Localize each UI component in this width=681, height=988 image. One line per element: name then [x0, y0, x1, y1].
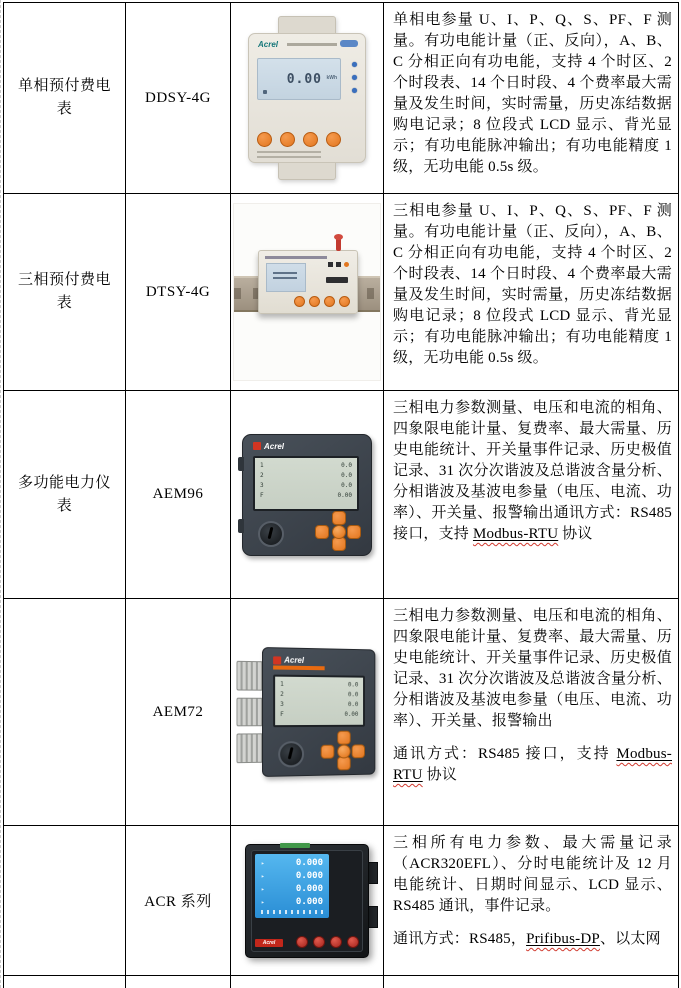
lcd-value: 0.000 — [295, 870, 323, 881]
din-mount-tab-top — [278, 16, 336, 34]
category-text: 单相预付费电表 — [17, 78, 111, 117]
logo-mark-icon — [273, 656, 281, 664]
category-cell — [4, 3, 126, 194]
down-key — [332, 537, 346, 551]
sim-slot — [326, 277, 348, 283]
led-indicators — [352, 62, 357, 93]
right-key — [347, 525, 361, 539]
lcd-value: 0.000 — [295, 857, 323, 868]
lcd-label: 1 — [279, 680, 284, 688]
round-button — [257, 132, 272, 147]
meter-body — [261, 647, 374, 777]
fine-print-bar — [265, 256, 327, 259]
underlined-term: Modbus-RTU — [393, 746, 672, 783]
spellcheck-underline — [473, 526, 558, 542]
product-image-cell — [231, 3, 384, 194]
lcd-tick-marks — [261, 910, 323, 914]
lcd-row — [261, 883, 323, 896]
mount-tab — [238, 519, 244, 533]
enter-key — [332, 525, 346, 539]
lcd-label: 2 — [279, 690, 284, 698]
description-cell — [384, 826, 679, 976]
model-cell — [126, 599, 231, 826]
lcd-row — [280, 690, 358, 700]
round-button — [326, 132, 341, 147]
category-cell — [4, 976, 126, 988]
category-cell — [4, 599, 126, 826]
lcd-value: 0.000 — [295, 883, 323, 894]
green-label — [280, 843, 310, 848]
description-paragraph — [393, 744, 672, 786]
round-button — [296, 936, 308, 948]
round-button — [347, 936, 359, 948]
model-text: DTSY-4G — [145, 283, 211, 300]
lcd-value: 0.000 — [295, 896, 323, 907]
lcd-row — [260, 481, 352, 491]
table-row — [4, 599, 679, 826]
ddsy-meter-illustration — [248, 16, 366, 180]
spellcheck-underline — [526, 931, 600, 947]
navigation-keys — [320, 731, 364, 771]
model-cell — [126, 391, 231, 599]
enter-key — [337, 745, 350, 759]
lcd-label: 1 — [260, 461, 264, 469]
led-indicators — [328, 262, 349, 267]
table-row — [4, 391, 679, 599]
brand-label: Acrel — [255, 939, 283, 947]
up-key — [332, 511, 346, 525]
fine-print-bar — [287, 43, 337, 46]
model-cell — [126, 194, 231, 391]
lcd-row — [260, 461, 352, 471]
description-cell — [384, 391, 679, 599]
meter-body — [248, 33, 366, 163]
lcd-unit: kWh — [326, 75, 337, 81]
lcd-row — [280, 700, 358, 710]
model-text: ACR 系列 — [144, 894, 212, 910]
model-cell — [126, 976, 231, 988]
lcd-screen — [266, 263, 306, 292]
description-text: 通讯方式：RS485 接口，支持 — [393, 746, 617, 762]
description-cell — [384, 976, 679, 988]
navigation-keys — [315, 511, 361, 551]
round-button — [280, 132, 295, 147]
brand-label: Acrel — [264, 441, 285, 451]
down-key — [337, 756, 350, 770]
lcd-value: 0.0 — [341, 481, 352, 489]
logo-mark-icon — [253, 442, 261, 450]
description-text: 三相电参量 U、I、P、Q、S、PF、F 测量。有功电能计量（正、反向），A、B、C 分相正向有功电能，支持 4 个时区、2 个时段表、14 个日时段、4 个费率最大需量及发生时间，实时需量，历史冻结数据购电记录；8 位段式 LCD 显示、背光显示；有功电能脉冲输出；有功电能精度 1 级，无功电能 0.5s 级。 — [393, 203, 672, 366]
lcd-row — [261, 870, 323, 883]
description-text: 三相所有电力参数、最大需量记录（ACR320EFL）、分时电能统计及 12 月电能统计、日期时间显示、LCD 显示、RS485 通讯，事件记录。 — [393, 835, 672, 914]
led-dot — [352, 75, 357, 80]
left-key — [315, 525, 329, 539]
led-dot — [352, 88, 357, 93]
round-button — [309, 296, 320, 307]
model-cell — [126, 3, 231, 194]
table-row — [4, 194, 679, 391]
lcd-marker: ▸ — [261, 872, 265, 880]
description-text: 协议 — [422, 767, 458, 783]
din-mount-tab-bottom — [278, 162, 336, 180]
lcd-value: 0.0 — [347, 681, 358, 689]
up-key — [337, 731, 350, 745]
table-row-cutoff — [4, 976, 679, 988]
model-text: DDSY-4G — [144, 89, 211, 106]
round-button — [294, 296, 305, 307]
meter-body — [258, 250, 358, 314]
mount-tab — [238, 457, 244, 471]
lcd-label: 3 — [260, 481, 264, 489]
round-button — [313, 936, 325, 948]
lcd-label: 3 — [279, 700, 284, 708]
lcd-label: F — [279, 710, 284, 719]
aem96-meter-illustration — [242, 434, 372, 556]
table-row — [4, 826, 679, 976]
round-button — [330, 936, 342, 948]
meter-buttons — [296, 936, 359, 948]
selector-knob — [258, 521, 284, 547]
dtsy-meter-on-din-rail-illustration — [233, 203, 381, 381]
category-cell — [4, 826, 126, 976]
description-paragraph — [393, 10, 672, 178]
lcd-value: 0.00 — [337, 491, 352, 499]
product-image-cell — [231, 826, 384, 976]
lcd-value: 0.00 — [343, 711, 358, 718]
description-paragraph — [393, 201, 672, 369]
round-button — [324, 296, 335, 307]
lcd-value: 0.0 — [341, 471, 352, 479]
lcd-screen — [255, 854, 329, 918]
description-paragraph — [393, 398, 672, 545]
meter-buttons — [294, 296, 350, 307]
underlined-term: Modbus-RTU — [472, 526, 559, 542]
lcd-indicator — [263, 90, 267, 94]
lcd-marker: ▸ — [261, 885, 265, 893]
brand-label: Acrel — [283, 655, 304, 665]
product-spec-table — [3, 2, 679, 988]
lcd-screen — [273, 675, 365, 728]
lcd-marker: ▸ — [261, 898, 265, 906]
description-cell — [384, 194, 679, 391]
category-cell — [4, 391, 126, 599]
blue-badge — [340, 40, 358, 47]
meter-buttons — [257, 132, 341, 147]
lcd-row — [261, 896, 323, 909]
round-button — [303, 132, 318, 147]
product-image-cell — [231, 976, 384, 988]
table-row — [4, 3, 679, 194]
acr-meter-illustration — [245, 844, 369, 958]
underlined-term: Prifibus-DP — [526, 931, 600, 947]
lcd-screen — [253, 456, 359, 511]
category-text: 多功能电力仪表 — [17, 474, 111, 514]
lcd-value: 0.0 — [347, 691, 358, 699]
indicator-on — [344, 262, 349, 267]
acrel-logo — [273, 655, 304, 665]
lcd-value: 0.0 — [341, 461, 352, 469]
category-cell — [4, 194, 126, 391]
right-key — [351, 744, 364, 758]
acrel-logo — [253, 442, 284, 451]
selector-knob — [278, 741, 304, 768]
category-text: 三相预付费电表 — [17, 272, 111, 311]
description-cell — [384, 599, 679, 826]
round-button — [339, 296, 350, 307]
description-text: 三相电力参数测量、电压和电流的相角、四象限电能计量、复费率、最大需量、历史电能统计、开关量事件记录、历史极值记录、31 次分次谐波及总谐波含量分析、分相谐波及基波电参量（电压、电流、功率）、开关量、报警输出通讯方式：RS485 接口，支持 — [393, 400, 672, 542]
left-key — [320, 745, 334, 759]
lcd-row — [260, 491, 352, 501]
description-paragraph — [393, 833, 672, 917]
description-text: 单相电参量 U、I、P、Q、S、PF、F 测量。有功电能计量（正、反向），A、B、C 分相正向有功电能，支持 4 个时区、2 个时段表、14 个日时段、4 个费率最大需量及发生时间，实时需量，历史冻结数据购电记录；8 位段式 LCD 显示、背光显示；有功电能脉冲输出；有功电能精度 1 级，无功电能 0.5s 级。 — [393, 12, 672, 175]
lcd-row — [280, 710, 358, 720]
indicator — [336, 262, 341, 267]
description-cell — [384, 3, 679, 194]
model-text: AEM96 — [152, 486, 204, 502]
lcd-row — [280, 680, 358, 691]
description-text: 协议 — [558, 526, 593, 542]
lcd-label: 2 — [260, 471, 264, 479]
lcd-reading: 0.00 — [286, 72, 322, 87]
lcd-row — [260, 471, 352, 481]
description-text: 通讯方式：RS485， — [393, 931, 527, 947]
description-paragraph — [393, 929, 672, 950]
meter-body — [245, 844, 369, 958]
aem72-meter-illustration — [236, 646, 375, 777]
orange-banner — [273, 665, 325, 670]
product-image-cell — [231, 391, 384, 599]
description-text: 、以太网 — [599, 931, 661, 947]
rating-text-bars — [257, 151, 321, 158]
lcd-value: 0.0 — [347, 701, 358, 709]
page-margin-dashed-line — [0, 0, 1, 988]
led-dot — [352, 62, 357, 67]
brand-label: Acrel — [258, 40, 279, 49]
lcd-screen — [257, 58, 341, 100]
lcd-label: F — [260, 491, 264, 499]
model-text: AEM72 — [152, 703, 204, 720]
product-image-cell — [231, 599, 384, 826]
lcd-row — [261, 857, 323, 870]
model-cell — [126, 826, 231, 976]
description-text: 三相电力参数测量、电压和电流的相角、四象限电能计量、复费率、最大需量、历史电能统计、开关量事件记录、历史极值记录、31 次分次谐波及总谐波含量分析、分相谐波及基波电参量（电压、电流、功率）、开关量、报警输出 — [393, 608, 672, 729]
product-image-cell — [231, 194, 384, 391]
antenna-icon — [336, 238, 341, 251]
indicator — [328, 262, 333, 267]
description-paragraph — [393, 606, 672, 732]
lcd-marker: ▸ — [261, 859, 265, 867]
